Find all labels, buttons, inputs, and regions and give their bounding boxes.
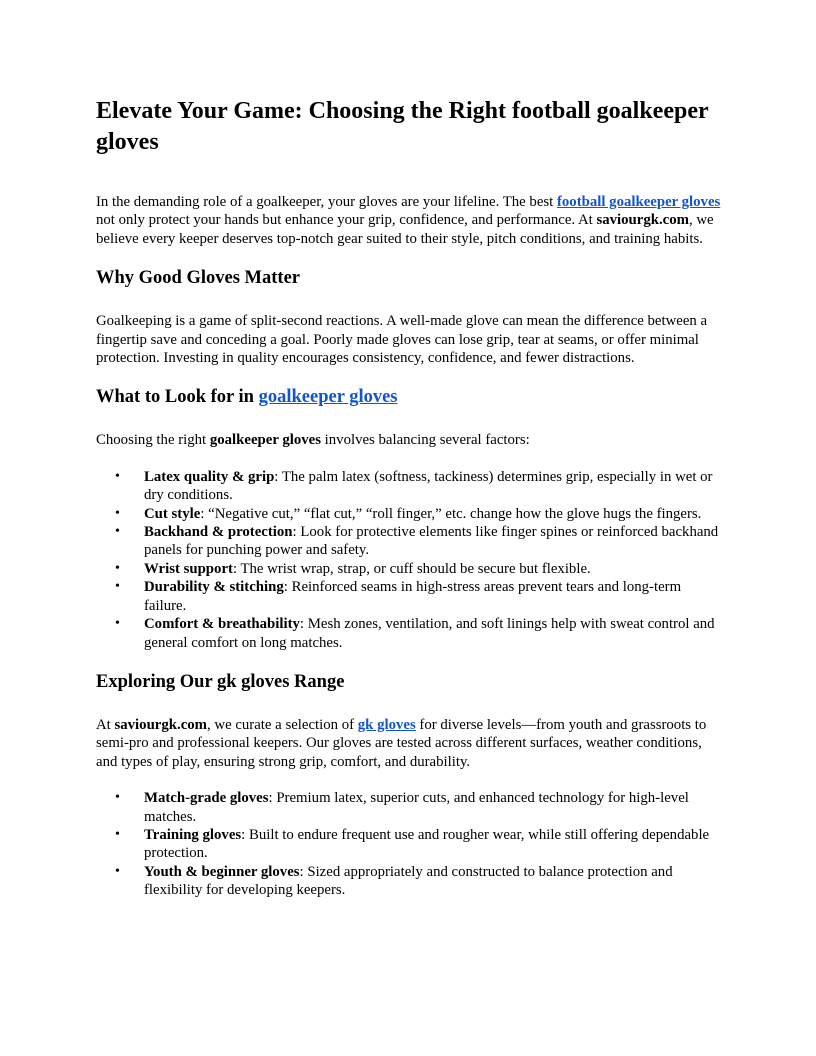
- bullet-icon: •: [115, 863, 120, 879]
- bullet-icon: •: [115, 505, 120, 521]
- why-paragraph: Goalkeeping is a game of split-second reactions. A well-made glove can mean the difference between a fingertip save and conceding a goal. Poorly made gloves can lose grip, tear at seams, or offer minimal protection. Investing in quality encourages consistency, confidence, and fewer distractions.: [96, 313, 708, 367]
- goalkeeper-gloves-heading-link[interactable]: goalkeeper gloves: [258, 387, 398, 408]
- section-heading-why: Why Good Gloves Matter: [96, 268, 300, 289]
- brand-name: saviourgk.com: [596, 212, 689, 229]
- section-heading-range: Exploring Our gk gloves Range: [96, 671, 345, 692]
- list-item: • Latex quality & grip: The palm latex (softness, tackiness) determines grip, especially in wet or dry conditions.: [115, 468, 713, 504]
- bullet-icon: •: [115, 616, 120, 632]
- list-item: • Durability & stitching: Reinforced seams in high-stress areas prevent tears and long-term failure.: [115, 579, 682, 614]
- range-paragraph: At saviourgk.com, we curate a selection of gk gloves for diverse levels—from youth and grassroots to semi-pro and professional keepers. Our gloves are tested across different surfaces, weather conditions, and types of play, ensuring strong grip, comfort, and durability.: [96, 716, 707, 770]
- range-list: [96, 789, 724, 899]
- bullet-icon: •: [115, 560, 120, 576]
- gk-gloves-link[interactable]: gk gloves: [357, 716, 416, 733]
- list-item: • Cut style: “Negative cut,” “flat cut,” “roll finger,” etc. change how the glove hugs the fingers.: [115, 505, 702, 522]
- list-item: • Backhand & protection: Look for protective elements like finger spines or reinforced backhand panels for punching power and safety.: [115, 524, 719, 559]
- football-goalkeeper-gloves-link[interactable]: football goalkeeper gloves: [556, 194, 721, 210]
- list-item: • Match-grade gloves: Premium latex, superior cuts, and enhanced technology for high-level matches.: [115, 790, 689, 825]
- article-body: [96, 96, 724, 900]
- list-item: • Wrist support: The wrist wrap, strap, or cuff should be secure but flexible.: [115, 560, 591, 577]
- bullet-icon: •: [115, 468, 120, 484]
- bullet-icon: •: [115, 790, 120, 806]
- list-item: • Comfort & breathability: Mesh zones, ventilation, and soft linings help with sweat control and general comfort on long matches.: [115, 616, 715, 651]
- intro-paragraph: In the demanding role of a goalkeeper, your gloves are your lifeline. The best football goalkeeper gloves not only protect your hands but enhance your grip, confidence, and performance. At saviourgk.com, we believe every keeper deserves top-notch gear suited to their style, pitch conditions, and training habits.: [96, 194, 721, 247]
- list-item: • Training gloves: Built to endure frequent use and rougher wear, while still offering dependable protection.: [115, 826, 710, 862]
- brand-name: saviourgk.com: [114, 716, 207, 733]
- bullet-icon: •: [115, 524, 120, 540]
- section-heading-what: What to Look for in goalkeeper gloves: [96, 387, 398, 408]
- bullet-icon: •: [115, 826, 120, 842]
- article-title: Elevate Your Game: Choosing the Right football goalkeeper gloves: [96, 98, 709, 155]
- bullet-icon: •: [115, 579, 120, 595]
- factors-list: [96, 468, 724, 652]
- list-item: • Youth & beginner gloves: Sized appropriately and constructed to balance protection and flexibility for developing keepers.: [115, 863, 673, 899]
- what-lead-paragraph: Choosing the right goalkeeper gloves involves balancing several factors:: [96, 432, 530, 449]
